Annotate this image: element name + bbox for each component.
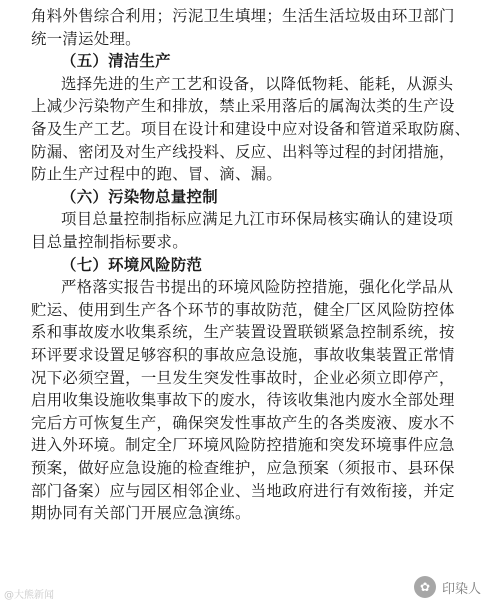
flower-icon: ✿ — [414, 576, 436, 598]
text-line: 完后方可恢复生产，确保突发性事故产生的各类废液、废水不 — [31, 413, 455, 432]
text-line: 统一清运处理。 — [31, 29, 141, 48]
section-heading-6: （六）污染物总量控制 — [61, 187, 218, 206]
text-line: 上减少污染物产生和排放，禁止采用落后的属淘汰类的生产设 — [31, 97, 455, 116]
text-line: 角料外售综合利用；污泥卫生填埋；生活生活垃圾由环卫部门 — [31, 7, 455, 25]
text-line: 启用收集设施收集事故下的废水，待该收集池内废水全部处理 — [31, 391, 455, 410]
section-heading-5: （五）清洁生产 — [61, 52, 171, 71]
text-line: 部门备案）应与园区相邻企业、当地政府进行有效衔接，并定 — [31, 481, 455, 500]
text-line: 防漏、密闭及对生产线投料、反应、出料等过程的封闭措施， — [31, 142, 455, 161]
watermark-name: 印染人 — [441, 581, 481, 597]
text-line: 目总量控制指标要求。 — [31, 233, 188, 251]
text-line: 严格落实报告书提出的环境风险防控措施，强化化学品从 — [61, 278, 454, 297]
watermark-left: @大熊新闻 — [4, 590, 54, 601]
text-line: 进入外环境。制定全厂环境风险防控措施和突发环境事件应急 — [31, 436, 455, 455]
text-line: 选择先进的生产工艺和设备，以降低物耗、能耗，从源头 — [61, 74, 454, 93]
text-line: 防止生产过程中的跑、冒、滴、漏。 — [31, 165, 283, 184]
text-line: 项目总量控制指标应满足九江市环保局核实确认的建设项 — [61, 210, 454, 229]
text-line: 系和事故废水收集系统，生产装置设置联锁紧急控制系统，按 — [31, 323, 455, 342]
text-line: 贮运、使用到生产各个环节的事故防范，健全厂区风险防控体 — [31, 300, 455, 319]
text-line: 环评要求设置足够容积的事故应急设施，事故收集装置正常情 — [31, 346, 455, 364]
text-line: 备及生产工艺。项目在设计和建设中应对设备和管道采取防腐、 — [31, 120, 471, 138]
watermark-right — [414, 576, 481, 598]
text-line: 预案，做好应急设施的检查维护，应急预案（须报市、县环保 — [31, 459, 455, 477]
text-line: 况下必须空置，一旦发生突发性事故时，企业必须立即停产， — [31, 368, 455, 387]
text-line: 期协同有关部门开展应急演练。 — [31, 504, 251, 523]
section-heading-7: （七）环境风险防范 — [61, 255, 203, 274]
